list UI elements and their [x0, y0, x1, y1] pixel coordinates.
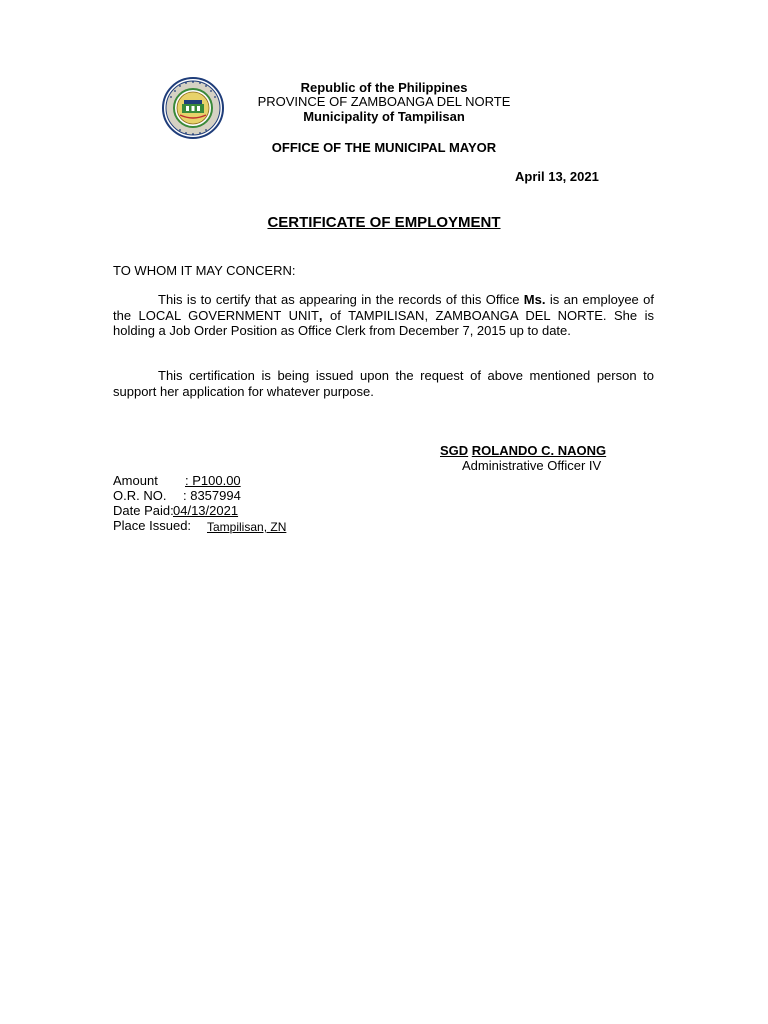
header-province: PROVINCE OF ZAMBOANGA DEL NORTE — [257, 94, 511, 109]
signatory-position: Administrative Officer IV — [462, 458, 602, 473]
p1-name: Ms. — [523, 292, 546, 307]
salutation: TO WHOM IT MAY CONCERN: — [113, 263, 296, 278]
signature-line — [440, 443, 606, 459]
sgd-mark: SGD — [440, 443, 469, 458]
p1-comma: , — [318, 307, 323, 323]
p1-text-b: is an employee of the LOCAL GOVERNMENT UNIT — [113, 292, 654, 323]
header-republic: Republic of the Philippines — [300, 80, 468, 95]
date-paid-value: 04/13/2021 — [173, 503, 239, 518]
header-municipality: Municipality of Tampilisan — [303, 109, 465, 124]
or-number-label: O.R. NO. — [113, 488, 167, 503]
document-title: CERTIFICATE OF EMPLOYMENT — [267, 214, 501, 231]
or-number-value: : 8357994 — [183, 488, 241, 503]
p1-text-c: of TAMPILISAN, ZAMBOANGA DEL NORTE. She is holding a Job Order Position as Office Clerk from December 7, 2015 up to date. — [113, 307, 654, 338]
header-office: OFFICE OF THE MUNICIPAL MAYOR — [271, 140, 497, 155]
amount-value: : P100.00 — [185, 473, 241, 488]
body-paragraph-1 — [113, 292, 654, 339]
amount-label: Amount — [113, 473, 158, 488]
p1-text-a: This is to certify that as appearing in the records of this Office — [158, 292, 524, 307]
date-paid-label: Date Paid: — [113, 503, 174, 518]
place-issued-value: Tampilisan, ZN — [207, 520, 287, 534]
place-issued-label: Place Issued: — [113, 518, 192, 533]
body-paragraph-2: This certification is being issued upon the request of above mentioned person to support her application for whatever purpose. — [113, 368, 654, 399]
signatory-name: ROLANDO C. NAONG — [471, 443, 607, 458]
letter-date: April 13, 2021 — [515, 169, 599, 184]
